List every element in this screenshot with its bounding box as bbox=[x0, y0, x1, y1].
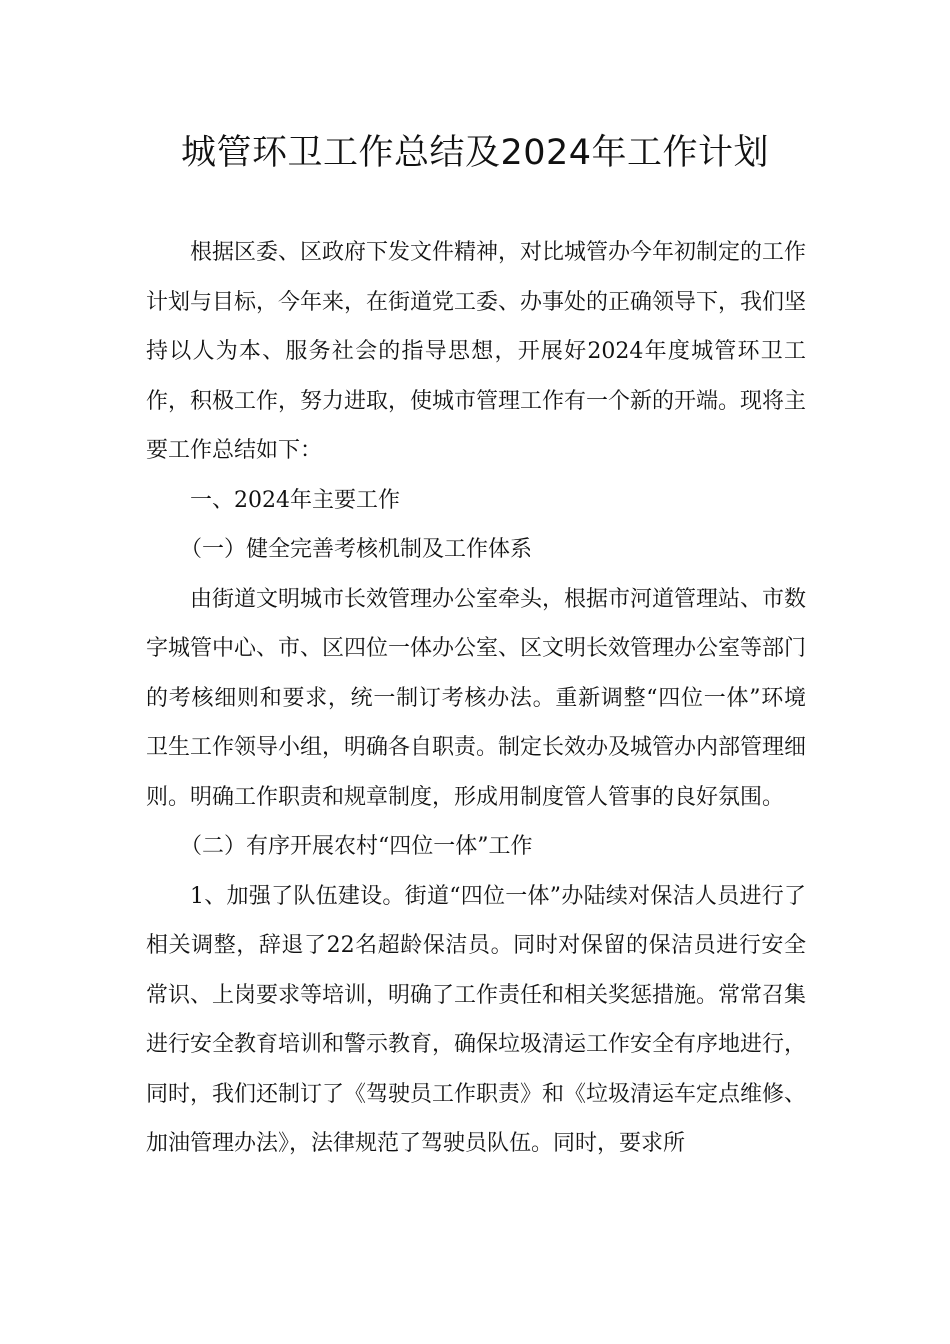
intro-paragraph: 根据区委、区政府下发文件精神，对比城管办今年初制定的工作计划与目标，今年来，在街道党工委、办事处的正确领导下，我们坚持以人为本、服务社会的指导思想，开展好2024年度城管环卫工作，积极工作，努力进取，使城市管理工作有一个新的开端。现将主要工作总结如下： bbox=[146, 240, 807, 463]
document-title: 城管环卫工作总结及2024年工作计划 bbox=[180, 133, 770, 173]
body-paragraph-2: 1、加强了队伍建设。街道“四位一体”办陆续对保洁人员进行了相关调整，辞退了22名超龄保洁员。同时对保留的保洁员进行安全常识、上岗要求等培训，明确了工作责任和相关奖惩措施。常常召集进行安全教育培训和警示教育，确保垃圾清运工作安全有序地进行，同时，我们还制订了《驾驶员工作职责》和《垃圾清运车定点维修、加油管理办法》，法律规范了驾驶员队伍。同时，要求所 bbox=[146, 883, 807, 1156]
body-paragraph-1: 由街道文明城市长效管理办公室牵头，根据市河道管理站、市数字城管中心、市、区四位一体办公室、区文明长效管理办公室等部门的考核细则和要求，统一制订考核办法。重新调整“四位一体”环境卫生工作领导小组，明确各自职责。制定长效办及城管办内部管理细则。明确工作职责和规章制度，形成用制度管人管事的良好氛围。 bbox=[146, 586, 807, 810]
document-body bbox=[146, 228, 806, 1169]
subsection-heading-2: （二）有序开展农村“四位一体”工作 bbox=[180, 834, 533, 859]
section-heading-1: 一、2024年主要工作 bbox=[190, 487, 400, 513]
subsection-heading-1: （一）健全完善考核机制及工作体系 bbox=[180, 537, 533, 562]
